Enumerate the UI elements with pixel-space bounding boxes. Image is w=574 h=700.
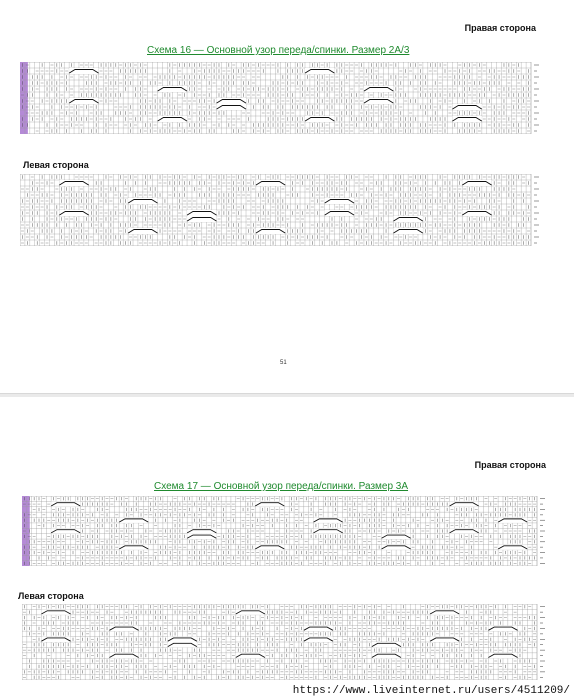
page-number: 51 xyxy=(280,360,287,366)
knitting-chart-right-p2 xyxy=(22,496,549,566)
knitting-chart-right-p1 xyxy=(20,62,543,134)
scheme-title-p1: Схема 16 — Основной узор переда/спинки. Размер 2А/3 xyxy=(147,45,410,56)
knitting-chart-left-p1 xyxy=(20,174,543,246)
knitting-chart-left-p2 xyxy=(22,604,549,680)
watermark-url: https://www.liveinternet.ru/users/4511209/ xyxy=(292,685,570,697)
right-side-label-p2: Правая сторона xyxy=(474,460,546,470)
page-divider xyxy=(0,393,574,397)
left-side-label-p1: Левая сторона xyxy=(23,160,89,170)
right-side-label-p1: Правая сторона xyxy=(464,23,536,33)
scheme-title-p2: Схема 17 — Основной узор переда/спинки. Размер 3А xyxy=(154,481,409,492)
left-side-label-p2: Левая сторона xyxy=(18,591,84,601)
